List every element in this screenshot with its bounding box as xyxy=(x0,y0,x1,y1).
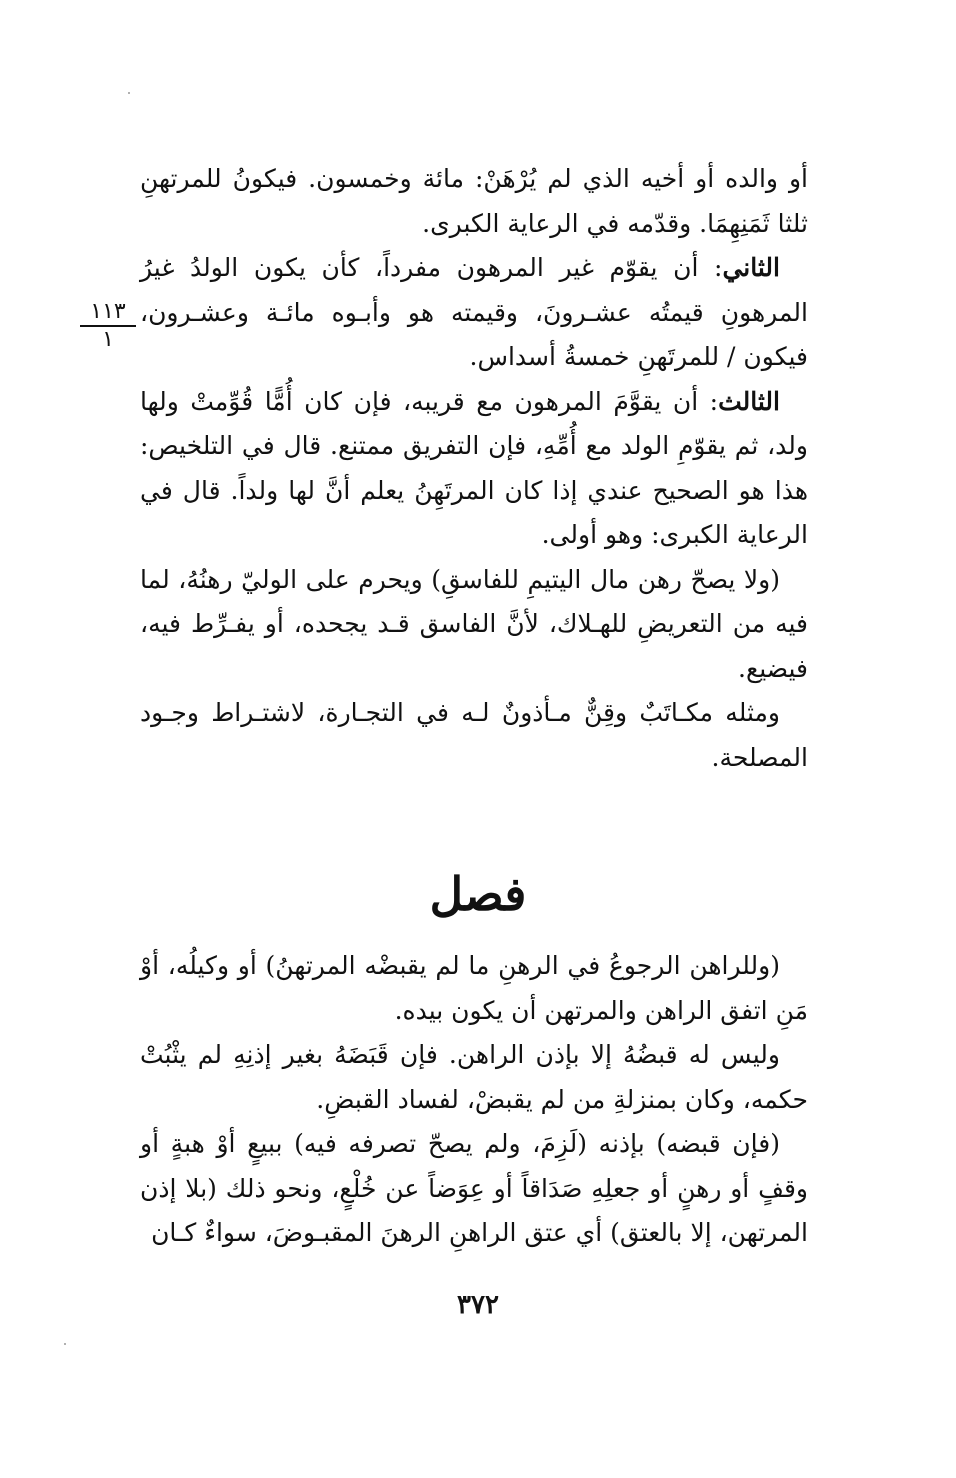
section-heading xyxy=(0,854,956,934)
scan-speck xyxy=(128,92,130,94)
paragraph-text: أو والده أو أخيه الذي لم يُرْهَنْ: مائة وخمسون. فيكونُ للمرتهنِ ثلثا ثَمَنِهِمَا. وقدّمه في الرعاية الكبرى. xyxy=(140,164,808,238)
paragraph-text: (فإن قبضه) بإذنه (لَزِمَ، ولم يصحّ تصرفه فيه) ببيعٍ أوْ هبةٍ أو وقفٍ أو رهنٍ أو جعلِهِ صَدَاقاً أو عِوَضاً عن خُلْعٍ، ونحو ذلك (بلا إذن المرتهن، إلا بالعتق) أي عتق الراهنِ الرهنَ المقبـوضَ، سواءٌ كـان xyxy=(140,1129,808,1247)
paragraph xyxy=(140,157,808,246)
scan-speck xyxy=(64,1343,66,1345)
section-heading-text: فصل xyxy=(429,867,527,921)
paragraph-lead: الثالث xyxy=(718,386,780,416)
paragraph-text: ومثله مكـاتَبٌ وقِنٌّ مـأذونٌ لـه في التجـارة، لاشتـراط وجـود المصلحة. xyxy=(140,698,808,772)
main-text-bottom xyxy=(140,944,808,1256)
paragraph xyxy=(140,691,808,780)
page-number: ٣٧٢ xyxy=(457,1290,499,1320)
paragraph-text: (وللراهن الرجوعُ في الرهنِ ما لم يقبضْه المرتهنُ) أو وكيلُه، أوْ مَنِ اتفق الراهن والمرتهن أن يكون بيده. xyxy=(140,951,808,1025)
folio-number: ١١٣ xyxy=(80,300,136,327)
paragraph xyxy=(140,380,808,558)
paragraph xyxy=(140,1033,808,1122)
paragraph-lead: الثاني xyxy=(722,253,780,282)
paragraph-text: : أن يقوّم غير المرهون مفرداً، كأن يكون الولدُ غيرُ المرهونِ قيمتُه عشـرونَ، وقيمته هو وأبـوه مائـة وعشـرون، فيكون / للمرتَهنِ خمسةُ أسداس. xyxy=(140,253,808,371)
paragraph-text: : أن يقوَّمَ المرهون مع قريبه، فإن كان أُمًّا قُوِّمتْ ولها ولد، ثم يقوّمِ الولد مع أُمِّهِ، فإن التفريق ممتنع. قال في التلخيص: هذا هو الصحيح عندي إذا كان المرتَهِنُ يعلم أنَّ لها ولداً. قال في الرعاية الكبرى: وهو أولى. xyxy=(140,386,808,549)
main-text-top xyxy=(140,157,808,780)
paragraph-text: (ولا يصحّ رهن مال اليتيمِ للفاسقِ) ويحرم على الوليّ رهنُهُ، لما فيه من التعريضِ للهـلاك، لأنَّ الفاسق قـد يجحده، أو يفـرِّط فيه، فيضيع. xyxy=(140,564,808,683)
paragraph-text: وليس له قبضُهُ إلا بإذن الراهن. فإن قَبَضَهُ بغير إذنِهِ لم يثْبُتْ حكمه، وكان بمنزلةِ من لم يقبضْ، لفساد القبضِ. xyxy=(140,1040,808,1114)
paragraph xyxy=(140,944,808,1033)
folio-side: ١ xyxy=(102,327,114,352)
paragraph xyxy=(140,558,808,692)
paragraph xyxy=(140,246,808,380)
manuscript-folio-marker xyxy=(80,300,136,352)
paragraph xyxy=(140,1122,808,1256)
